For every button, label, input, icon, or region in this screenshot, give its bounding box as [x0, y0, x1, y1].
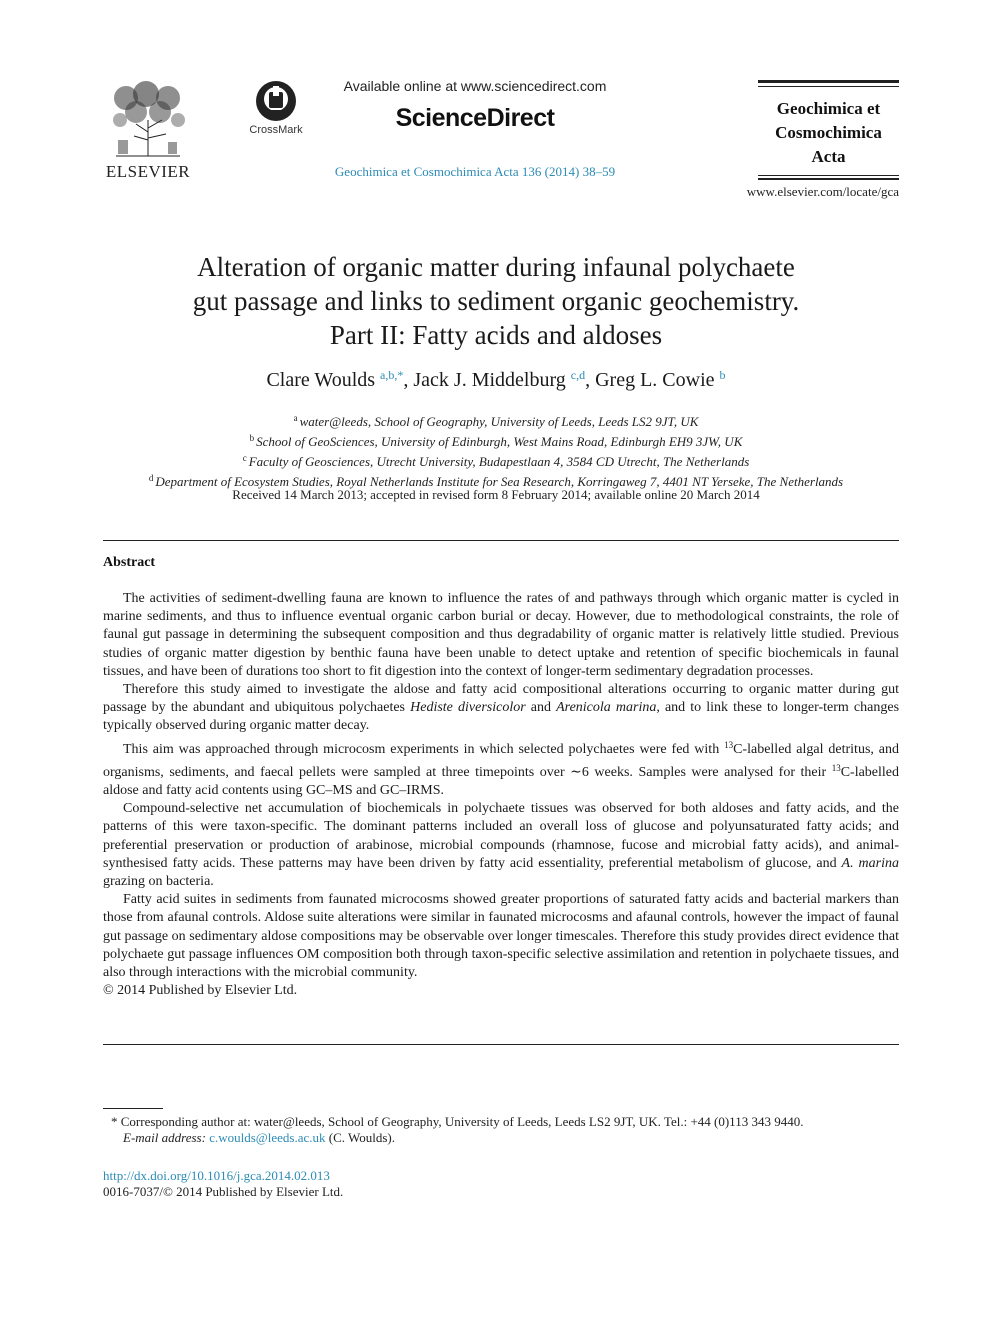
elsevier-tree-icon [106, 80, 190, 158]
affiliation-text: School of GeoSciences, University of Edinburgh, West Mains Road, Edinburgh EH9 3JW, UK [256, 434, 743, 449]
crossmark-icon [255, 80, 297, 122]
footnote-line [103, 1114, 899, 1130]
author-name[interactable]: Jack J. Middelburg [413, 369, 566, 391]
journal-rule-top-thin [758, 86, 899, 87]
journal-rule-top [758, 80, 899, 83]
copyright-notice: © 2014 Published by Elsevier Ltd. [103, 983, 298, 999]
journal-rule-bottom [758, 178, 899, 180]
journal-url-link[interactable]: www.elsevier.com/locate/gca [746, 184, 899, 199]
sciencedirect-logo[interactable]: ScienceDirect [395, 104, 555, 132]
doi-link[interactable]: http://dx.doi.org/10.1016/j.gca.2014.02.013 [103, 1168, 330, 1183]
author-affiliation-marks[interactable]: b [719, 368, 726, 382]
email-link[interactable]: c.woulds@leeds.ac.uk [209, 1130, 326, 1145]
text-run: Therefore this study aimed to investigate the aldose and fatty acid compositional alterations occurring to organic matter during gut passage by the abundant and ubiquitous polychaetes [103, 682, 899, 716]
abstract-paragraph [103, 736, 899, 801]
abstract-paragraph: The activities of sediment-dwelling fauna are known to influence the rates of and pathways through which organic matter is cycled in marine sediments, and thus to influence eventual organic carbon burial or decay. However, due to methodological constraints, the role of faunal gut passage in determining the subsequent composition and thus degradability of organic matter is relatively little studied. Previous studies of organic matter digestion by benthic fauna have been unable to detect uptake and retention of specific biochemicals in faunal tissues, and have been of durations too short to fit digestion into the context of longer-term sedimentary degradation processes. [103, 591, 899, 679]
affiliation-mark: a [293, 413, 298, 423]
abstract-paragraph [103, 681, 899, 736]
text-run: This aim was approached through microcosm experiments in which selected polychaetes were fed with [123, 741, 725, 757]
journal-rule-bottom-thin [758, 175, 899, 176]
journal-name-line: Acta [811, 147, 846, 166]
article-dates: Received 14 March 2013; accepted in revised form 8 February 2014; available online 20 March 2014 [232, 487, 760, 502]
author-affiliation-marks[interactable]: c,d [570, 368, 586, 382]
journal-title-box [758, 80, 899, 180]
journal-name-line: Geochimica et [776, 99, 881, 118]
article-title [100, 250, 892, 352]
footnote-rule [103, 1108, 163, 1109]
isotope-superscript: 13 [724, 739, 734, 750]
author-affiliation-marks[interactable]: a,b,* [380, 368, 404, 382]
affiliation-mark: d [148, 473, 154, 483]
title-line: Alteration of organic matter during infaunal polychaete [197, 252, 795, 282]
publisher-name: ELSEVIER [105, 162, 191, 181]
author-name[interactable]: Greg L. Cowie [595, 369, 715, 391]
email-label: E-mail address: [123, 1130, 206, 1145]
affiliation-item [100, 430, 892, 450]
available-online-text: Available online at www.sciencedirect.com [343, 78, 607, 94]
abstract-paragraph [103, 800, 899, 891]
footnote-text: Corresponding author at: water@leeds, School of Geography, University of Leeds, Leeds LS2 9JT, UK. Tel.: +44 (0)113 343 9440. [117, 1114, 804, 1129]
affiliation-item [100, 450, 892, 470]
text-run: and [525, 700, 557, 716]
text-run: Compound-selective net accumulation of biochemicals in polychaete tissues was observed for both aldoses and fatty acids, and the patterns of this were taxon-specific. The dominant patterns included an overall loss of glucose and polyunsaturated fatty acids; and preferential preservation or production of arabinose, microbial compounds (rhamnose, fucose and microbial fatty acids), and animal-synthesised fatty acids. These patterns may have been driven by fatty acid essentiality, preferential metabolism of glucose, and [103, 801, 899, 871]
journal-name [758, 97, 899, 169]
journal-name-line: Cosmochimica [775, 123, 882, 142]
text-run: , and to link these to longer-term changes typically observed during organic matter decay. [103, 700, 900, 734]
affiliation-text: water@leeds, School of Geography, University of Leeds, Leeds LS2 9JT, UK [299, 414, 699, 429]
isotope-superscript: 13 [831, 762, 841, 773]
abstract-heading: Abstract [103, 555, 156, 570]
species-name: A. marina [841, 855, 900, 871]
title-line: gut passage and links to sediment organic geochemistry. [192, 286, 800, 316]
affiliation-text: Faculty of Geosciences, Utrecht University, Budapestlaan 4, 3584 CD Utrecht, The Netherlands [248, 454, 750, 469]
text-run: C-labelled algal detritus, and organisms, sediments, and faecal pellets were sampled at three timepoints over ∼6 weeks. Samples were analysed for their [103, 741, 899, 780]
text-run: C-labelled aldose and fatty acid contents using GC–MS and GC–IRMS. [103, 764, 899, 799]
journal-citation-link[interactable]: Geochimica et Cosmochimica Acta 136 (2014) 38–59 [334, 164, 616, 179]
abstract-paragraph [103, 891, 899, 1000]
text-run: grazing on bacteria. [103, 874, 214, 890]
species-name: Hediste diversicolor [410, 700, 526, 716]
text-run: Fatty acid suites in sediments from faunated microcosms showed greater proportions of saturated fatty acids and bacterial markers than those from afaunal controls. Aldose suite alterations were similar in faunated microcosms and afaunal controls, however the impact of faunal gut passage on sedimentary aldose compositions may be observable over longer timescales. Therefore this study provides direct evidence that polychaete gut passage influences OM composition both through taxon-specific selective assimilation and retention in polychaete tissues, and also through interactions with the microbial community. [103, 892, 899, 981]
affiliation-list [100, 410, 892, 490]
author-name[interactable]: Clare Woulds [266, 369, 376, 391]
affiliation-mark: c [242, 453, 247, 463]
affiliation-text: Department of Ecosystem Studies, Royal Netherlands Institute for Sea Research, Korringaweg 7, 4401 NT Yerseke, The Netherlands [155, 474, 844, 489]
crossmark-label: CrossMark [249, 124, 303, 136]
species-name: Arenicola marina [556, 700, 657, 716]
footnote-star: * [111, 1114, 118, 1129]
affiliation-mark: b [249, 433, 255, 443]
divider [103, 1044, 899, 1045]
author-list: Clare Woulds $^{a,b,*}$, Jack J. Middelburg $^{c,d}$, Greg L. Cowie $^b$ [266, 368, 726, 391]
issn-copyright: 0016-7037/© 2014 Published by Elsevier Ltd. [103, 1184, 344, 1199]
title-line: Part II: Fatty acids and aldoses [329, 320, 663, 350]
crossmark-badge[interactable] [244, 80, 308, 140]
divider [103, 540, 899, 541]
footnote-text: (C. Woulds). [325, 1130, 395, 1145]
abstract-body [103, 590, 899, 1000]
footnote-line [103, 1130, 899, 1146]
corresponding-author-footnote [103, 1114, 899, 1146]
affiliation-item [100, 410, 892, 430]
elsevier-logo [100, 80, 196, 180]
